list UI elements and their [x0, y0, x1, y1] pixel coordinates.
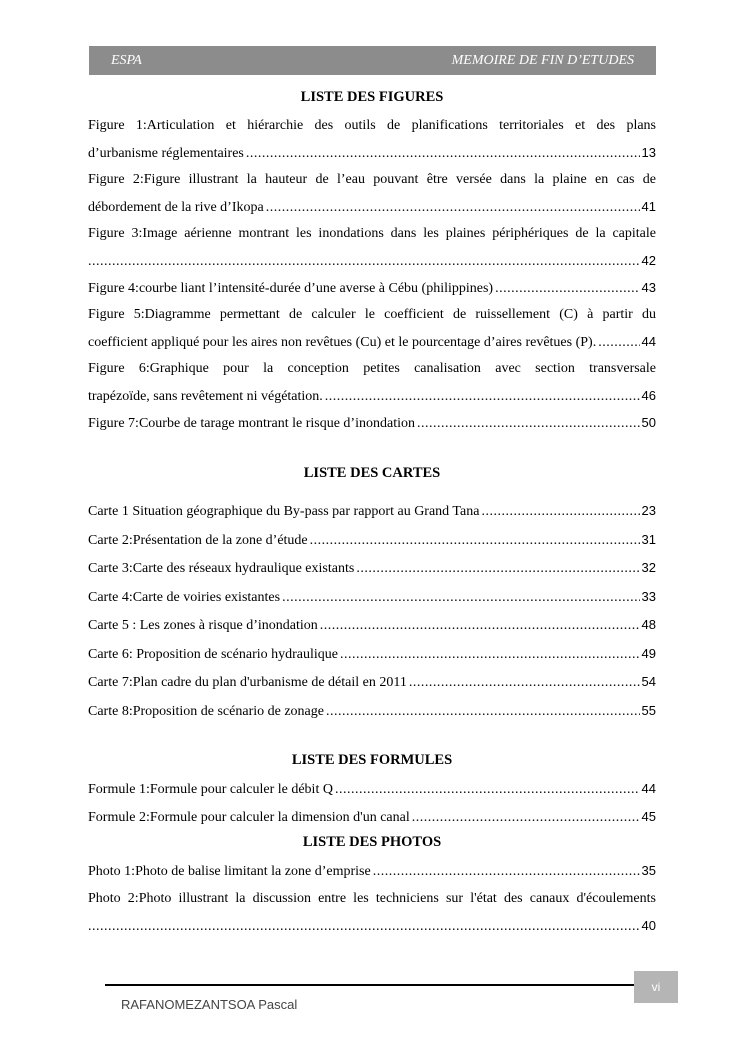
page-number: 44 — [641, 781, 656, 796]
figure-3-line1: Figure 3:Image aérienne montrant les inondations dans les plaines périphériques de la capitale — [88, 226, 656, 241]
page-number: 54 — [641, 674, 656, 689]
entry-text: Carte 1 Situation géographique du By-pass par rapport au Grand Tana — [88, 504, 480, 519]
page-number: 33 — [641, 589, 656, 604]
dot-leader — [356, 555, 639, 583]
section-title-photos: LISTE DES PHOTOS — [302, 834, 442, 850]
figure-3-line2 — [88, 247, 656, 274]
header-left: ESPA — [111, 52, 142, 68]
formule-2 — [88, 803, 656, 831]
page-number: 45 — [641, 809, 656, 824]
figure-7 — [88, 409, 656, 436]
dot-leader — [409, 669, 640, 697]
dot-leader — [266, 194, 640, 221]
dot-leader — [320, 612, 640, 640]
carte-8 — [88, 696, 656, 725]
section-title-formules: LISTE DES FORMULES — [291, 752, 453, 768]
carte-2 — [88, 525, 656, 554]
figure-4 — [88, 274, 656, 301]
page-number: 32 — [641, 560, 656, 575]
dot-leader — [88, 248, 640, 275]
page-number: 46 — [641, 388, 656, 403]
entry-text: trapézoïde, sans revêtement ni végétation. — [88, 389, 323, 404]
figure-5-line2 — [88, 328, 656, 355]
figure-6-line1: Figure 6:Graphique pour la conception petites canalisation avec section transversale — [88, 361, 656, 376]
entry-text: d’urbanisme réglementaires — [88, 146, 244, 161]
dot-leader — [495, 275, 639, 302]
carte-6 — [88, 639, 656, 668]
dot-leader — [481, 497, 639, 526]
photo-2-line2 — [88, 912, 656, 939]
dot-leader — [598, 329, 639, 356]
carte-5 — [88, 611, 656, 639]
page-number: 40 — [641, 918, 656, 933]
carte-3 — [88, 554, 656, 582]
figure-2-line2 — [88, 193, 656, 220]
entry-text: débordement de la rive d’Ikopa — [88, 200, 264, 215]
figure-5-line1: Figure 5:Diagramme permettant de calculer le coefficient de ruissellement (C) à partir du — [88, 307, 656, 322]
figure-1-line1: Figure 1:Articulation et hiérarchie des outils de planifications territoriales et des plans — [88, 118, 656, 133]
entry-text: Carte 7:Plan cadre du plan d'urbanisme de détail en 2011 — [88, 675, 407, 690]
entry-text: Formule 1:Formule pour calculer le débit Q — [88, 782, 333, 797]
entry-text: Photo 1:Photo de balise limitant la zone d’emprise — [88, 864, 371, 879]
dot-leader — [335, 776, 640, 804]
footer-divider — [105, 984, 635, 986]
dot-leader — [412, 804, 640, 832]
page-number: 50 — [641, 415, 656, 430]
entry-text: Carte 6: Proposition de scénario hydraulique — [88, 647, 338, 662]
entry-text: Carte 8:Proposition de scénario de zonage — [88, 704, 324, 719]
page-number: 49 — [641, 646, 656, 661]
entry-text: Carte 4:Carte de voiries existantes — [88, 590, 281, 605]
dot-leader — [373, 858, 640, 886]
carte-7 — [88, 668, 656, 696]
photo-2-line1: Photo 2:Photo illustrant la discussion entre les techniciens sur l'état des canaux d'écoulements — [88, 891, 656, 906]
dot-leader — [246, 140, 640, 167]
formule-1 — [88, 775, 656, 803]
page-header — [89, 46, 656, 75]
dot-leader — [310, 526, 640, 555]
page-number-box: vi — [634, 971, 678, 1003]
page-number: 43 — [641, 280, 656, 295]
entry-text: Figure 4:courbe liant l’intensité-durée d’une averse à Cébu (philippines) — [88, 281, 494, 296]
figure-2-line1: Figure 2:Figure illustrant la hauteur de l’eau pouvant être versée dans la plaine en cas de — [88, 172, 656, 187]
page-number: 23 — [641, 503, 656, 518]
page-number: 48 — [641, 617, 656, 632]
section-title-figures: LISTE DES FIGURES — [300, 89, 444, 105]
carte-4 — [88, 582, 656, 611]
page-number: 44 — [641, 334, 656, 349]
page-number: 35 — [641, 863, 656, 878]
page-number: 55 — [641, 703, 656, 718]
page-number: 41 — [641, 199, 656, 214]
dot-leader — [417, 410, 640, 437]
dot-leader — [326, 697, 640, 726]
entry-text: Formule 2:Formule pour calculer la dimension d'un canal — [88, 810, 410, 825]
entry-text: Figure 7:Courbe de tarage montrant le risque d’inondation — [88, 416, 415, 431]
dot-leader — [325, 383, 640, 410]
dot-leader — [88, 913, 640, 940]
figure-1-line2 — [88, 139, 656, 166]
footer-author: RAFANOMEZANTSOA Pascal — [121, 997, 298, 1012]
entry-text: Carte 3:Carte des réseaux hydraulique existants — [88, 561, 355, 576]
document-body — [88, 86, 656, 939]
dot-leader — [282, 583, 639, 612]
header-right: MEMOIRE DE FIN D’ETUDES — [451, 52, 634, 68]
page-number: 13 — [641, 145, 656, 160]
entry-text: Carte 2:Présentation de la zone d’étude — [88, 533, 308, 548]
dot-leader — [340, 640, 640, 669]
page-number: 42 — [641, 253, 656, 268]
entry-text: Carte 5 : Les zones à risque d’inondation — [88, 618, 318, 633]
figure-6-line2 — [88, 382, 656, 409]
carte-1 — [88, 496, 656, 525]
page-number: 31 — [641, 532, 656, 547]
photo-1 — [88, 857, 656, 885]
entry-text: coefficient appliqué pour les aires non revêtues (Cu) et le pourcentage d’aires revêtues (P). — [88, 335, 597, 350]
section-title-cartes: LISTE DES CARTES — [303, 465, 441, 481]
